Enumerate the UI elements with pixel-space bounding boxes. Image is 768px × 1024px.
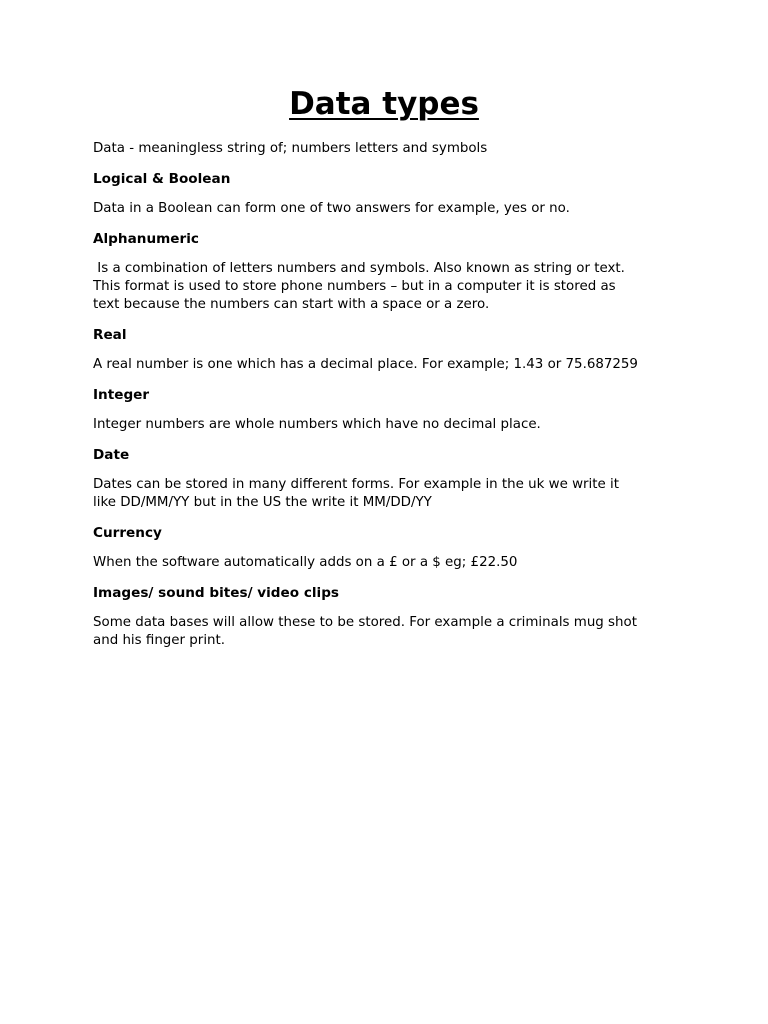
intro-paragraph: Data - meaningless string of; numbers letters and symbols	[93, 141, 488, 156]
section-heading-media: Images/ sound bites/ video clips	[93, 585, 340, 601]
section-heading-logical-boolean: Logical & Boolean	[93, 171, 231, 187]
section-heading-integer: Integer	[93, 387, 150, 403]
page-title: Data types	[289, 86, 479, 122]
section-body-media: Some data bases will allow these to be stored. For example a criminals mug shot and his finger print.	[93, 615, 637, 648]
section-body-real: A real number is one which has a decimal place. For example; 1.43 or 75.687259	[93, 357, 638, 372]
section-heading-real: Real	[93, 327, 127, 343]
section-heading-currency: Currency	[93, 525, 162, 541]
section-body-currency: When the software automatically adds on a £ or a $ eg; £22.50	[93, 555, 518, 570]
section-body-alphanumeric: Is a combination of letters numbers and symbols. Also known as string or text. This format is used to store phone numbers – but in a computer it is stored as text because the numbers can start with a space or a zero.	[93, 261, 625, 312]
section-body-logical-boolean: Data in a Boolean can form one of two answers for example, yes or no.	[93, 201, 570, 216]
section-heading-date: Date	[93, 447, 130, 463]
section-body-date: Dates can be stored in many different forms. For example in the uk we write it like DD/MM/YY but in the US the write it MM/DD/YY	[93, 477, 619, 510]
document-body	[93, 140, 683, 662]
section-heading-alphanumeric: Alphanumeric	[93, 231, 199, 247]
section-body-integer: Integer numbers are whole numbers which have no decimal place.	[93, 417, 541, 432]
